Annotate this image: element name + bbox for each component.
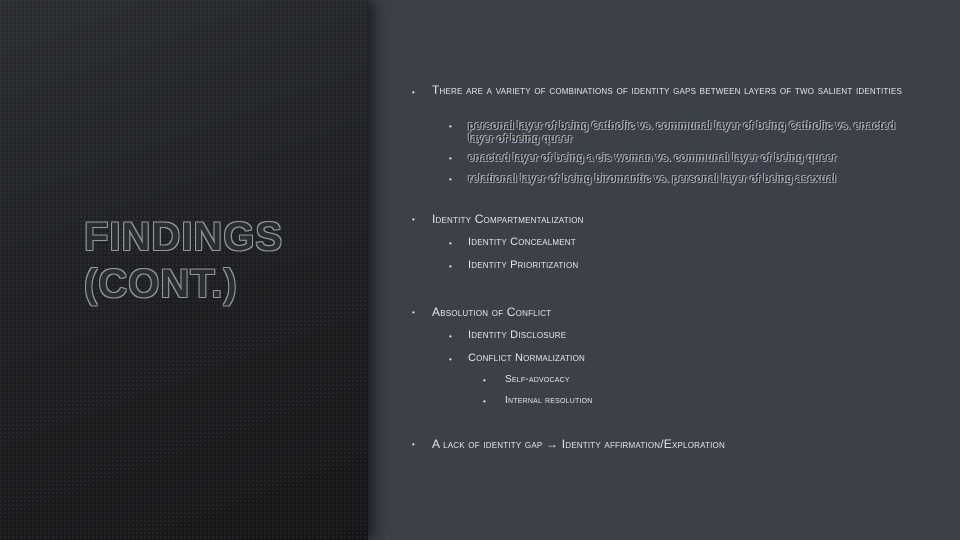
bullet-item-absolution: Absolution of Conflict [432,305,552,319]
bullet-icon: • [449,355,452,364]
sub-sub-item-internal-resolution: Internal resolution [505,395,593,406]
sub-item-normalization: Conflict Normalization [468,352,585,364]
item-text-after: Identity affirmation/Exploration [561,437,725,451]
bullet-icon: • [483,376,486,385]
sub-item-disclosure: Identity Disclosure [468,329,567,341]
arrow-right-icon: → [545,437,559,451]
bullet-icon: • [449,262,452,271]
bullet-icon: • [412,308,415,317]
sub-item-prioritization: Identity Prioritization [468,259,579,271]
bullet-icon: • [449,332,452,341]
bullet-icon: • [449,154,452,163]
sub-item-cis-woman-queer: enacted layer of being a cis woman vs. communal layer of being queer [468,152,837,164]
slide-title: FINDINGS (CONT.) [84,215,284,306]
bullet-item-compartmentalization: Identity Compartmentalization [432,212,584,226]
sub-item-biromantic-asexual: relational layer of being biromantic vs. personal layer of being asexual [468,173,837,185]
title-panel [0,0,368,540]
bullet-icon: • [449,175,452,184]
sub-item-catholic-queer: personal layer of being Catholic vs. communal layer of being Catholic vs. enacted layer of being queer [468,120,896,145]
bullet-icon: • [412,215,415,224]
bullet-icon: • [412,88,415,97]
bullet-icon: • [449,239,452,248]
sub-sub-item-self-advocacy: Self-advocacy [505,374,570,385]
bullet-icon: • [412,440,415,449]
item-text-before: A lack of identity gap [432,437,543,451]
bullet-item-identity-gaps: There are a variety of combinations of identity gaps between layers of two salient identities [432,83,902,97]
bullet-icon: • [483,397,486,406]
bullet-item-identity-affirmation [432,437,725,451]
bullet-icon: • [449,122,452,131]
sub-item-concealment: Identity Concealment [468,236,576,248]
